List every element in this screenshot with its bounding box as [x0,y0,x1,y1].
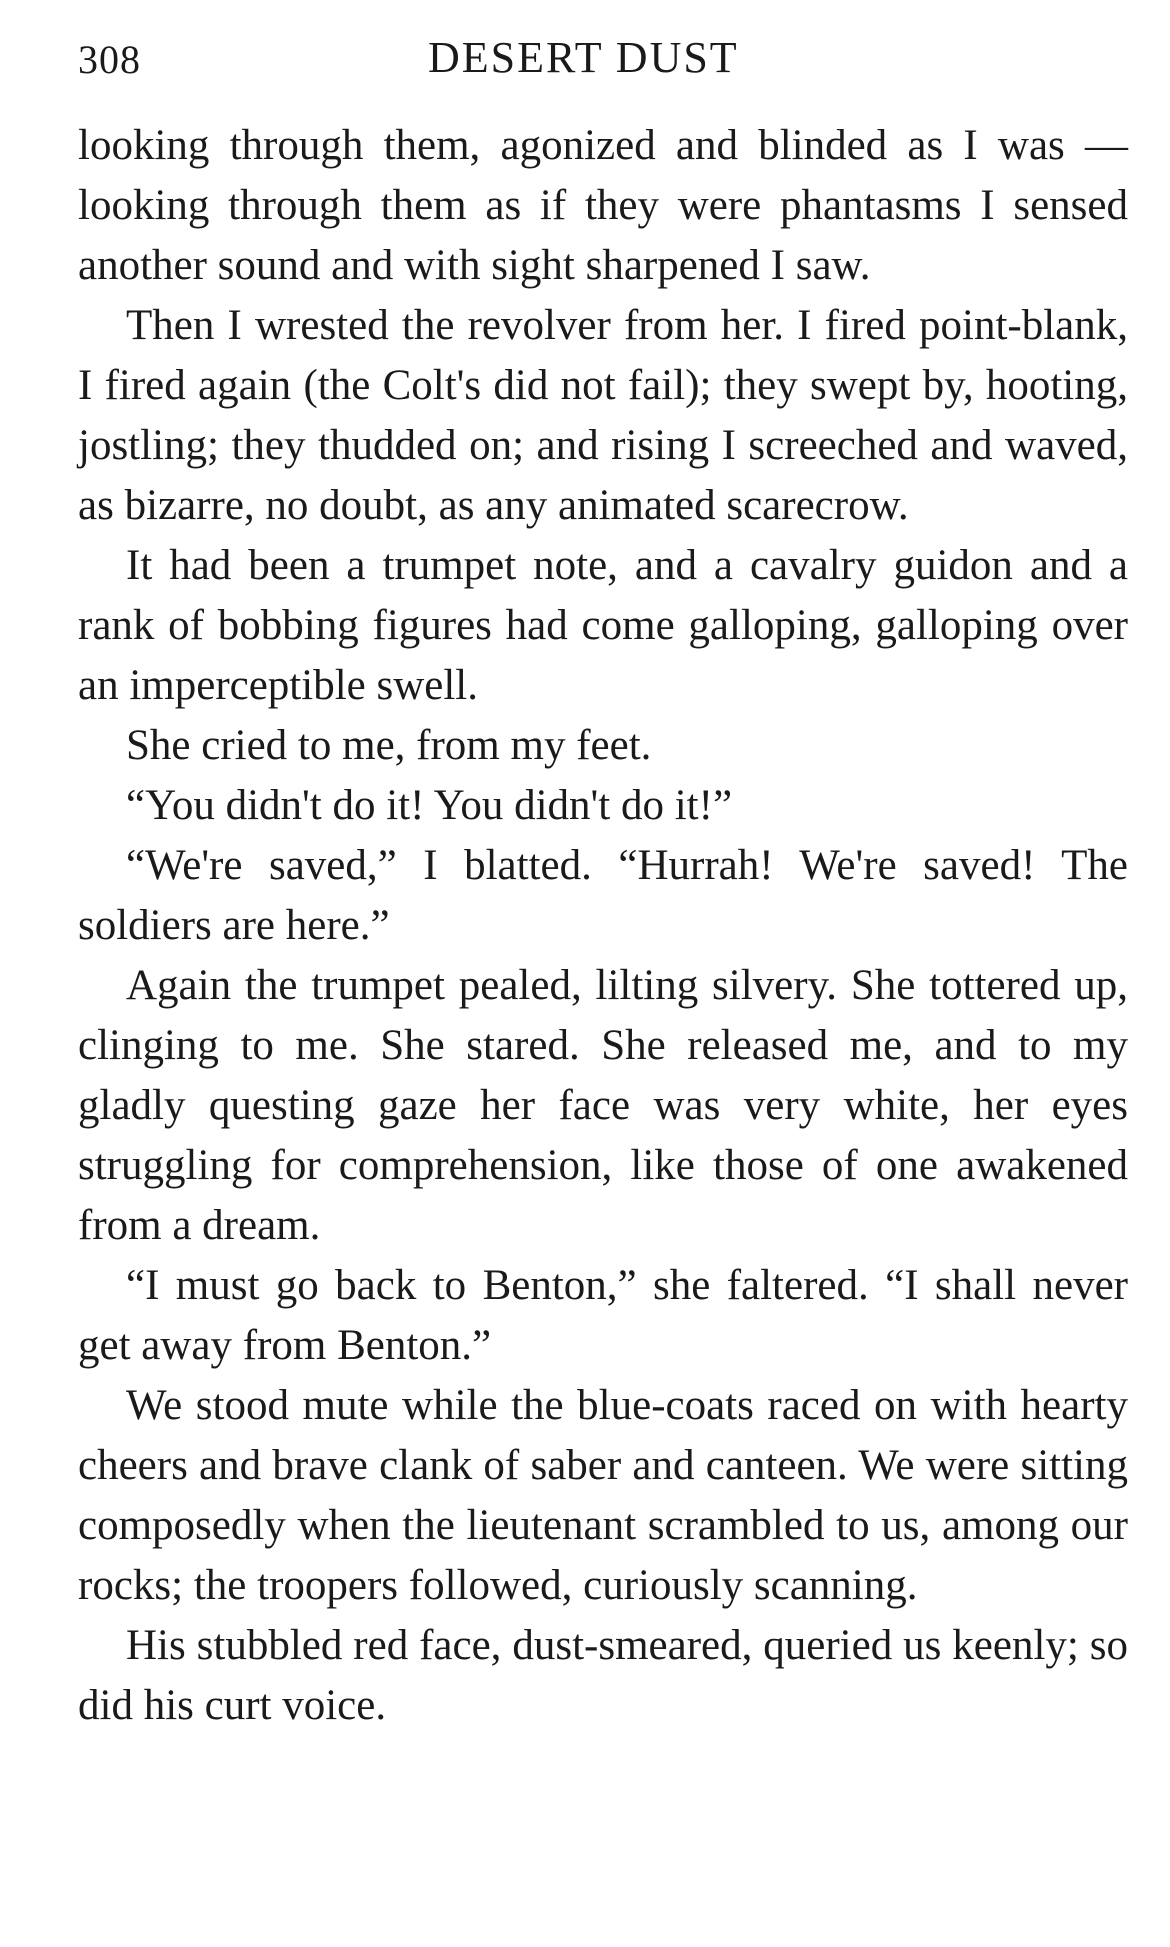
paragraph: We stood mute while the blue-coats raced on with hearty cheers and brave clank of saber and canteen. We were sitting composedly when the lieutenant scrambled to us, among our rocks; the troopers followed, curiously scanning. [78,1382,1128,1609]
dialogue-paragraph: “I must go back to Benton,” she faltered. “I shall never get away from Benton.” [78,1262,1128,1369]
page-number: 308 [78,37,141,82]
paragraph: She cried to me, from my feet. [126,722,652,769]
dialogue-paragraph: “We're saved,” I blatted. “Hurrah! We're saved! The soldiers are here.” [78,842,1128,949]
paragraph: It had been a trumpet note, and a cavalry guidon and a rank of bobbing figures had come galloping, galloping over an imperceptible swell. [78,542,1128,709]
running-head [78,30,1128,90]
paragraph: Again the trumpet pealed, lilting silvery. She tottered up, clinging to me. She stared. She released me, and to my gladly questing gaze her face was very white, her eyes struggling for comprehension, like those of one awakened from a dream. [78,962,1128,1249]
body-text [78,116,1128,1736]
paragraph: Then I wrested the revolver from her. I fired point-blank, I fired again (the Colt's did not fail); they swept by, hooting, jostling; they thudded on; and rising I screeched and waved, as bizarre, no doubt, as any animated scarecrow. [78,302,1128,529]
dialogue-paragraph: “You didn't do it! You didn't do it!” [126,782,733,829]
paragraph-continued: looking through them, agonized and blinded as I was —looking through them as if they were phantasms I sensed another sound and with sight sharpened I saw. [78,122,1128,289]
book-title: DESERT DUST [428,33,739,82]
paragraph: His stubbled red face, dust-smeared, queried us keenly; so did his curt voice. [78,1622,1128,1729]
